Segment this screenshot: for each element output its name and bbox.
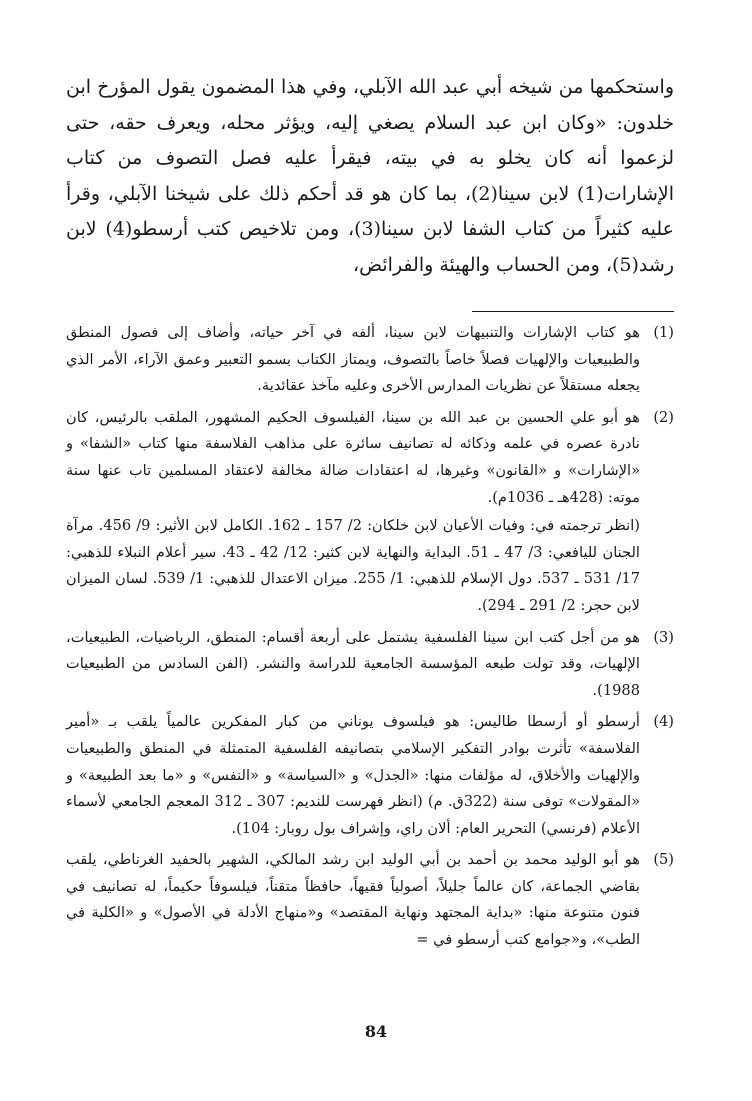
main-text-block xyxy=(66,70,674,283)
footnote-1 xyxy=(66,320,674,400)
footnote-number: (3) xyxy=(653,628,674,646)
footnote-5 xyxy=(66,847,674,953)
footnotes xyxy=(66,320,674,959)
footnote-separator xyxy=(472,311,674,312)
footnote-4 xyxy=(66,709,674,842)
footnote-number: (2) xyxy=(653,408,674,426)
footnote-references: (انظر ترجمته في: وفيات الأعيان لابن خلكان: 2/ 157 ـ 162. الكامل لابن الأثير: 9/ 456. مرآة الجنان لليافعي: 3/ 47 ـ 51. البداية والنهاية لابن كثير: 12/ 42 ـ 43. سير أعلام النبلاء للذهبي: 17/ 531 ـ 537. دول الإسلام للذهبي: 1/ 255. ميزان الاعتدال للذهبي: 1/ 539. لسان الميزان لابن حجر: 2/ 291 ـ 294). xyxy=(66,517,641,614)
footnote-text: هو كتاب الإشارات والتنبيهات لابن سينا، ألفه في آخر حياته، وأضاف إلى فصول المنطق والطبيعيات والإلهيات فصلاً خاصاً بالتصوف، ويمتاز الكتاب بسمو التعبير وعمق الآراء، الأمر الذي يجعله مستقلاً عن نظريات المدارس الأخرى وعليه مآخذ عقائدية. xyxy=(66,324,640,395)
footnote-text: هو أبو الوليد محمد بن أحمد بن أبي الوليد ابن رشد المالكي، الشهير بالحفيد الغرناطي، يلقب بقاضي الجماعة، كان عالماً جليلاً، أصولياً فقيهاً، حافظاً متقناً، فيلسوفاً حكيماً، له تصانيف في فنون متنوعة منها: «بداية المجتهد ونهاية المقتصد» و«منهاج الأدلة في الأصول» و «الكلية في الطب»، و«جوامع كتب أرسطو في = xyxy=(66,851,640,949)
footnote-text: أرسطو أو أرسطا طاليس: هو فيلسوف يوناني من كبار المفكرين عالمياً يلقب بـ «أمير الفلاسفة» تأثرت بوادر التفكير الإسلامي بتصانيفه الفلسفية المتمثلة في المنطق والطبيعيات والإلهيات والأخلاق، له مؤلفات منها: «الجدل» و «السياسة» و «النفس» و «ما بعد الطبيعة» و «المقولات» توفى سنة (322ق. م) (انظر فهرست للنديم: 307 ـ 312 المعجم الجامعي لأسماء الأعلام (فرنسي) التحرير العام: ألان راي، وإشراف بول روبار: 104). xyxy=(66,713,640,837)
footnote-number: (5) xyxy=(653,851,674,869)
footnote-3 xyxy=(66,625,674,705)
footnote-number: (4) xyxy=(653,713,674,731)
footnote-number: (1) xyxy=(653,324,674,341)
footnote-text: هو أبو علي الحسين بن عبد الله بن سينا، الفيلسوف الحكيم المشهور، الملقب بالرئيس، كان نادرة عصره في علمه وذكائه له تصانيف سائرة على مذاهب الفلاسفة منها كتاب «الشفا» و «الإشارات» و «القانون» وغيرها، له اعتقادات ضالة مخالفة لاعتقاد المسلمين تاب عنها سنة موته: (428هـ ـ 1036م). xyxy=(66,408,640,506)
footnote-2 xyxy=(66,405,674,620)
footnote-text: هو من أجل كتب ابن سينا الفلسفية يشتمل على أربعة أقسام: المنطق، الرياضيات، الطبيعيات، الإلهيات، وقد تولت طبعه المؤسسة الجامعية للدراسة والنشر. (الفن السادس من الطبيعيات 1988). xyxy=(66,628,640,699)
page-number: 84 xyxy=(364,1022,388,1041)
main-paragraph: واستحكمها من شيخه أبي عبد الله الآبلي، وفي هذا المضمون يقول المؤرخ ابن خلدون: «وكان ابن عبد السلام يصغي إليه، ويؤثر محله، ويعرف حقه، حتى لزعموا أنه كان يخلو به في بيته، فيقرأ عليه فصل التصوف من كتاب الإشارات(1) لابن سينا(2)، بما كان هو قد أحكم ذلك على شيخنا الآبلي، وقرأ عليه كثيراً من كتاب الشفا لابن سينا(3)، ومن تلاخيص كتب أرسطو(4) لابن رشد(5)، ومن الحساب والهيئة والفرائض، xyxy=(66,76,674,276)
